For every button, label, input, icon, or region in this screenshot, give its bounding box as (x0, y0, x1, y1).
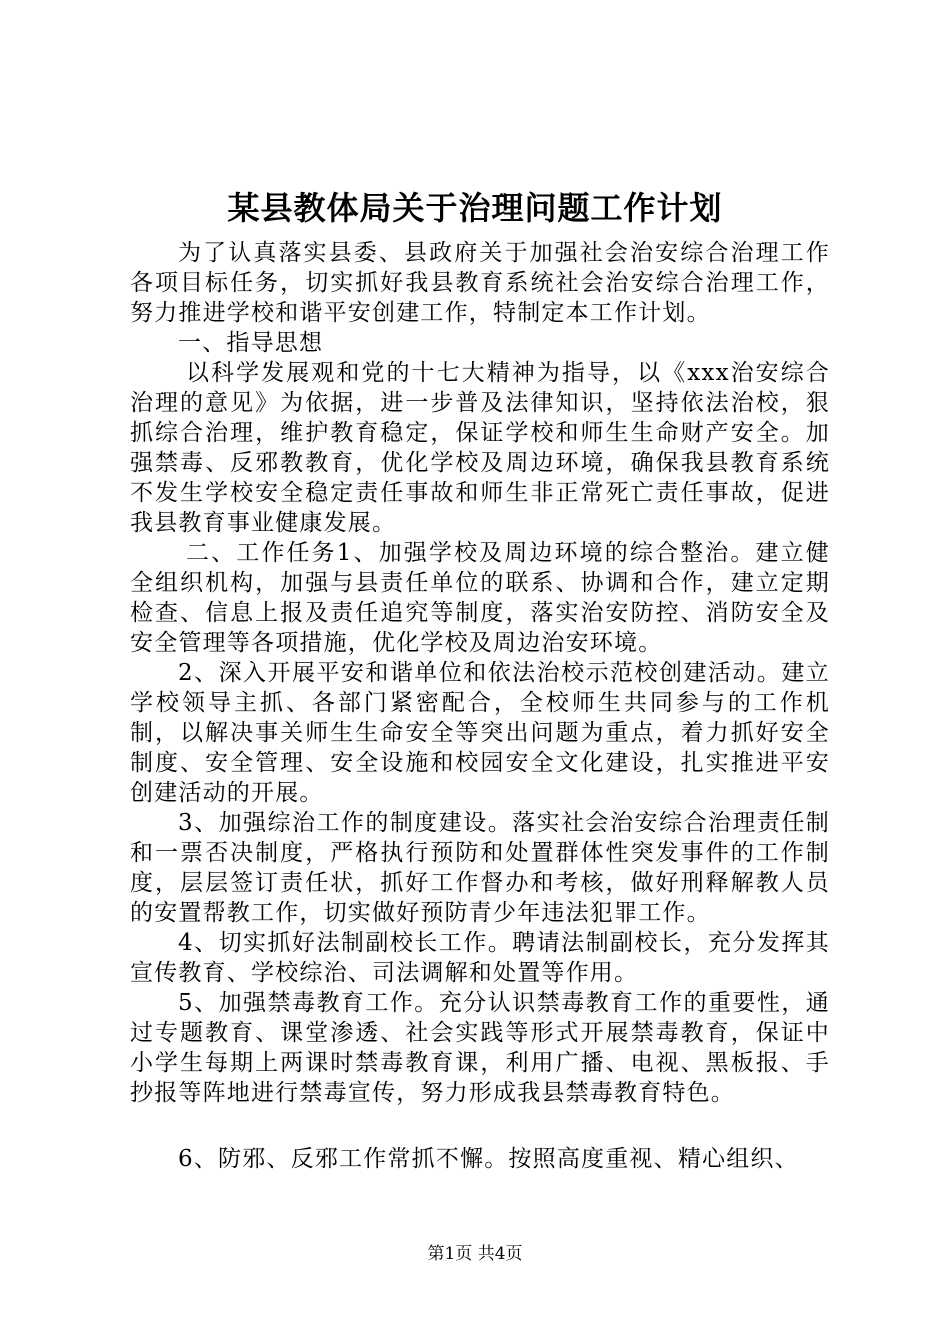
paragraph-task-3: 3、加强综治工作的制度建设。落实社会治安综合治理责任制和一票否决制度，严格执行预防和处置群体性突发事件的工作制度，层层签订责任状，抓好工作督办和考核，做好刑释解教人员的安置帮教工作，切实做好预防青少年违法犯罪工作。 (130, 810, 830, 926)
section-heading-guiding-ideology: 一、指导思想 (178, 330, 324, 356)
paragraph-task-1: 二、工作任务1、加强学校及周边环境的综合整治。建立健全组织机构，加强与县责任单位的联系、协调和合作，建立定期检查、信息上报及责任追究等制度，落实治安防控、消防安全及安全管理等各项措施，优化学校及周边治安环境。 (130, 540, 830, 656)
paragraph-task-4: 4、切实抓好法制副校长工作。聘请法制副校长，充分发挥其宣传教育、学校综治、司法调解和处置等作用。 (130, 930, 830, 986)
paragraph-task-6: 6、防邪、反邪工作常抓不懈。按照高度重视、精心组织、 (178, 1146, 799, 1172)
paragraph-task-2: 2、深入开展平安和谐单位和依法治校示范校创建活动。建立学校领导主抓、各部门紧密配合，全校师生共同参与的工作机制，以解决事关师生生命安全等突出问题为重点，着力抓好安全制度、安全管理、安全设施和校园安全文化建设，扎实推进平安创建活动的开展。 (130, 660, 830, 806)
page-footer: 第1页 共4页 (427, 1244, 523, 1264)
document-title: 某县教体局关于治理问题工作计划 (227, 189, 723, 227)
paragraph-intro: 为了认真落实县委、县政府关于加强社会治安综合治理工作各项目标任务，切实抓好我县教育系统社会治安综合治理工作，努力推进学校和谐平安创建工作，特制定本工作计划。 (130, 240, 830, 326)
paragraph-guiding-ideology: 以科学发展观和党的十七大精神为指导，以《xxx治安综合治理的意见》为依据，进一步普及法律知识，坚持依法治校，狠抓综合治理，维护教育稳定，保证学校和师生生命财产安全。加强禁毒、反邪教教育，优化学校及周边环境，确保我县教育系统不发生学校安全稳定责任事故和师生非正常死亡责任事故，促进我县教育事业健康发展。 (130, 360, 830, 536)
paragraph-task-5: 5、加强禁毒教育工作。充分认识禁毒教育工作的重要性，通过专题教育、课堂渗透、社会实践等形式开展禁毒教育，保证中小学生每期上两课时禁毒教育课，利用广播、电视、黑板报、手抄报等阵地进行禁毒宣传，努力形成我县禁毒教育特色。 (130, 990, 830, 1106)
